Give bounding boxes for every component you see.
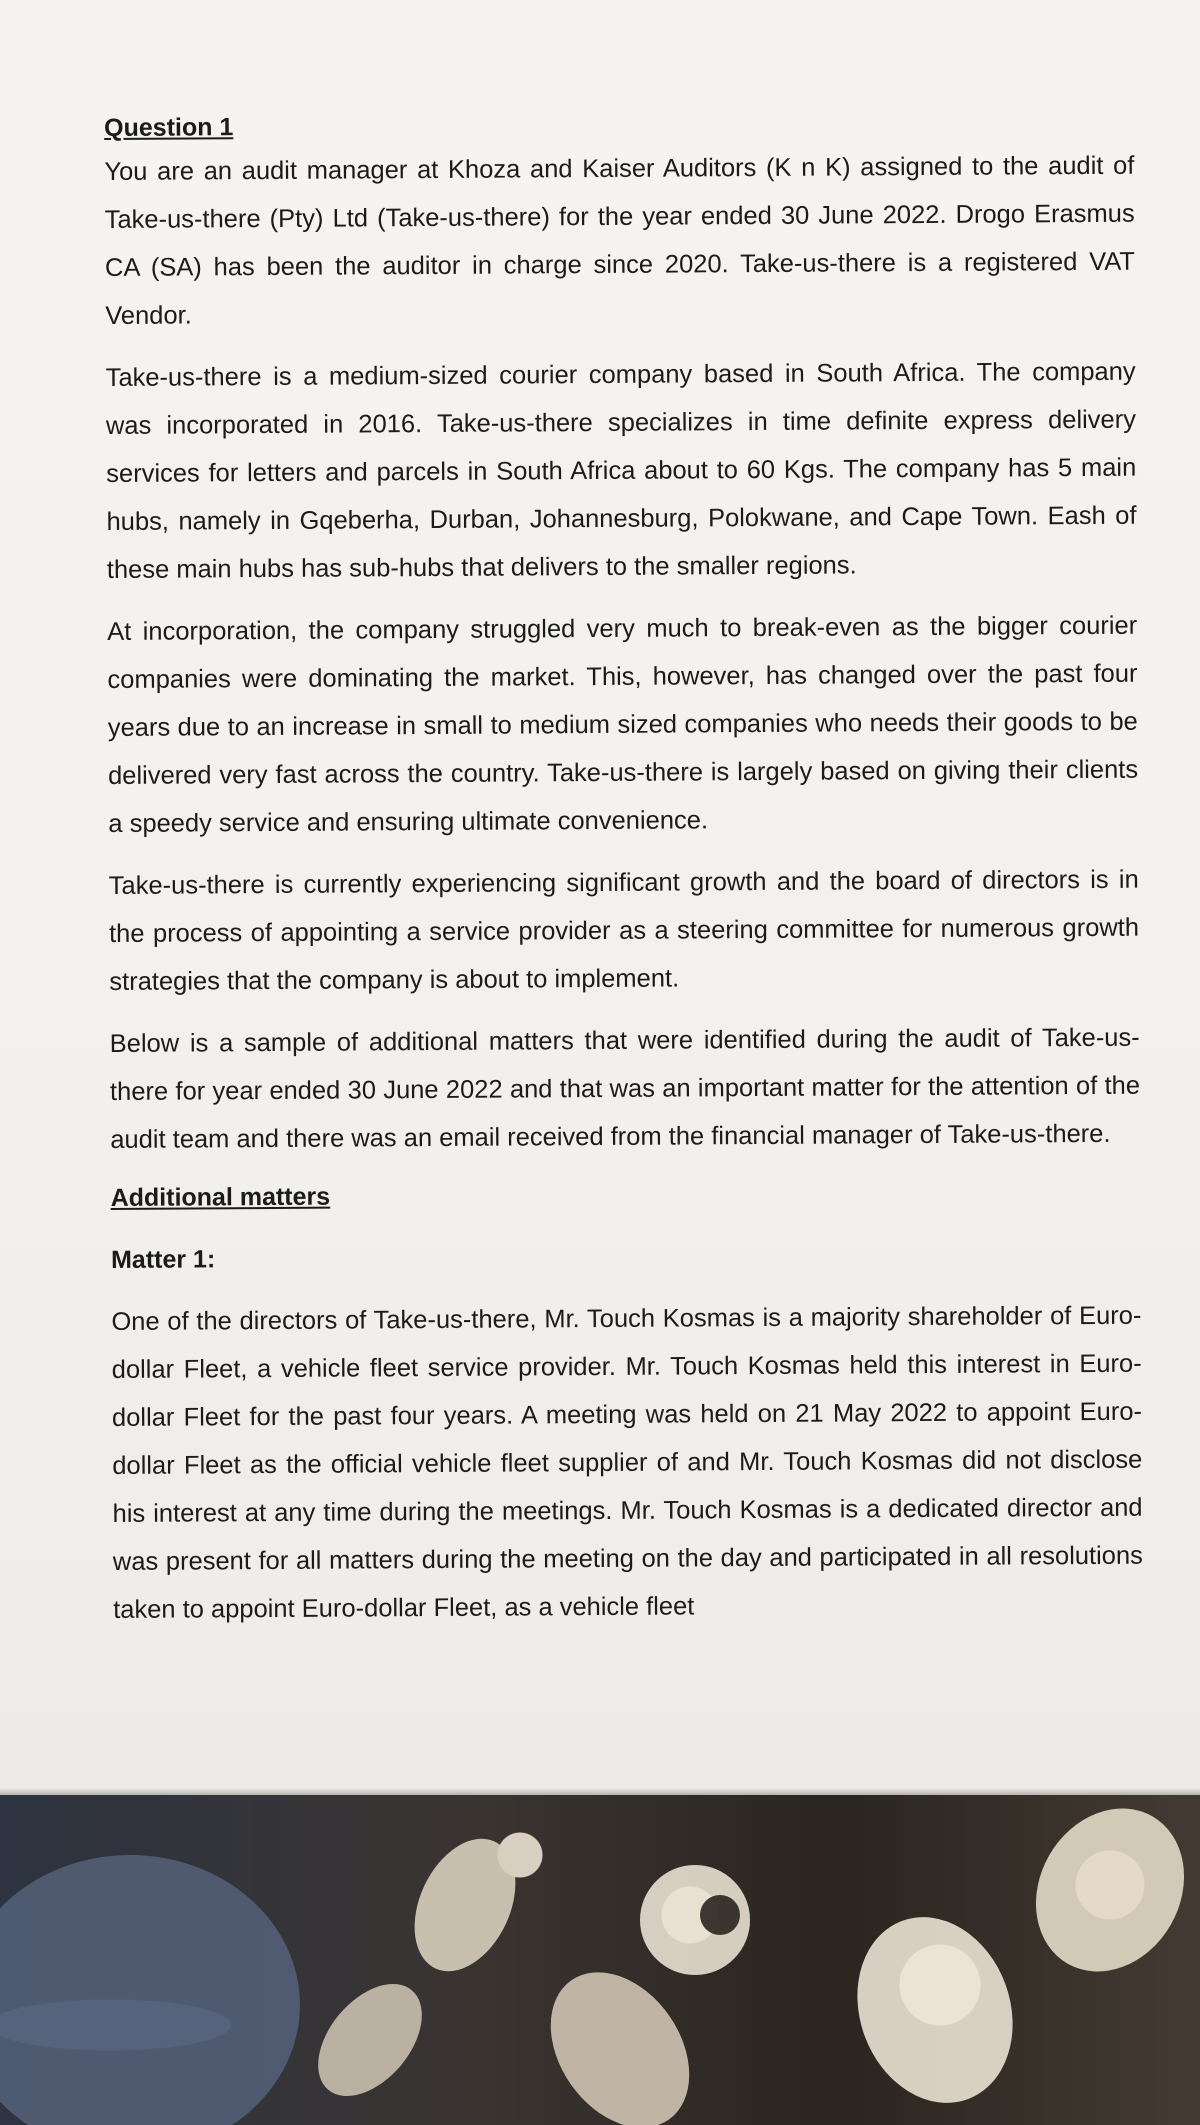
additional-matters-heading: Additional matters: [110, 1182, 331, 1212]
matter1-heading: Matter 1:: [110, 1245, 216, 1274]
paragraph-company: Take-us-there is a medium-sized courier company based in South Africa. The company was incorporated in 2016. Take-us-there specializes in time definite express delivery services for letters and parcels in South Africa about to 60 Kgs. The company has 5 main hubs, namely in Gqeberha, Durban, Johannesburg, Polokwane, and Cape Town. Eash of these main hubs has sub-hubs that delivers to the smaller regions.: [105, 357, 1137, 584]
background-fabric: [0, 1795, 1200, 2125]
fabric-pattern-shape: [700, 1895, 740, 1935]
fabric-pattern-shape: [0, 1855, 300, 2125]
matter1-text: One of the directors of Take-us-there, Mr. Touch Kosmas is a majority shareholder of Euro-dollar Fleet, a vehicle fleet service provider. Mr. Touch Kosmas held this interest in Euro-dollar Fleet for the past four years. A meeting was held on 21 May 2022 to appoint Euro-dollar Fleet as the official vehicle fleet supplier of and Mr. Touch Kosmas did not disclose his interest at any time during the meetings. Mr. Touch Kosmas is a dedicated director and was present for all matters during the meeting on the day and participated in all resolutions taken to appoint Euro-dollar Fleet, as a vehicle fleet: [111, 1301, 1143, 1624]
paragraph-intro: You are an audit manager at Khoza and Kaiser Auditors (K n K) assigned to the audit of Take-us-there (Pty) Ltd (Take-us-there) for the year ended 30 June 2022. Drogo Erasmus CA (SA) has been the auditor in charge since 2020. Take-us-there is a registered VAT Vendor.: [104, 151, 1136, 330]
question-heading: Question 1: [104, 113, 234, 142]
paragraph-growth: Take-us-there is currently experiencing significant growth and the board of directors is in the process of appointing a service provider as a steering committee for numerous growth strategies that the company is about to implement.: [108, 865, 1140, 996]
document-content: [104, 102, 1143, 1648]
fabric-pattern-shape: [298, 1964, 443, 2115]
fabric-pattern-shape: [1007, 1795, 1200, 1999]
paragraph-additional-matters-intro: Below is a sample of additional matters that were identified during the audit of Take-us-there for year ended 30 June 2022 and that was an important matter for the attention of the audit team and there was an email received from the financial manager of Take-us-there.: [109, 1023, 1141, 1154]
fabric-pattern-shape: [395, 1823, 536, 1988]
fabric-pattern-shape: [832, 1895, 1038, 2125]
paragraph-incorporation: At incorporation, the company struggled very much to break-even as the bigger courier companies were dominating the market. This, however, has changed over the past four years due to an increase in small to medium sized companies who needs their goods to be delivered very fast across the country. Take-us-there is largely based on giving their clients a speedy service and ensuring ultimate convenience.: [107, 611, 1139, 838]
